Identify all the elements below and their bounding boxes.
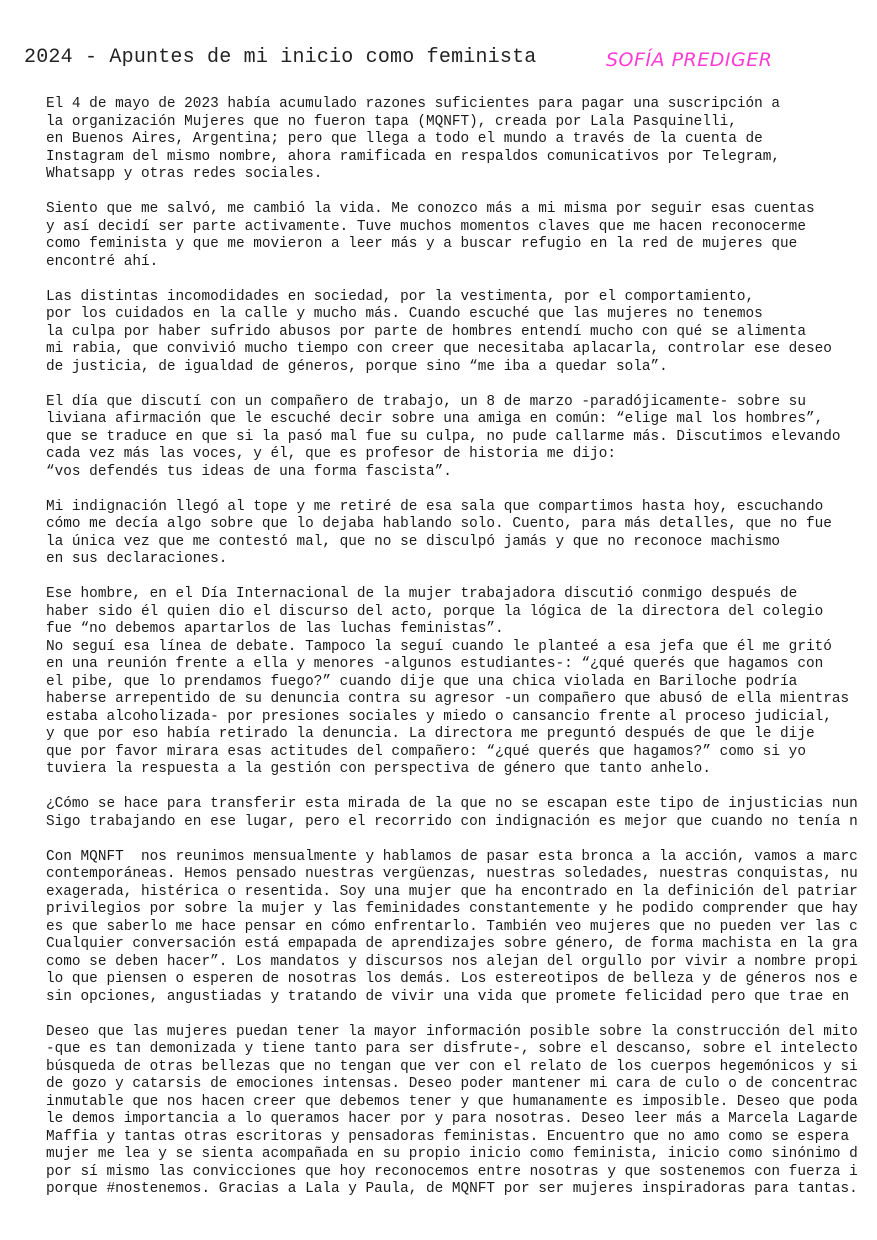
text-line: Instagram del mismo nombre, ahora ramificada en respaldos comunicativos por Telegram, (46, 148, 781, 165)
text-line: Cualquier conversación está empapada de aprendizajes sobre género, de forma machista en la gra (46, 936, 858, 952)
text-line: Mi indignación llegó al tope y me retiré de esa sala que compartimos hasta hoy, escuchando (46, 498, 824, 515)
text-line: Ese hombre, en el Día Internacional de la mujer trabajadora discutió conmigo después de (46, 586, 798, 602)
text-line: es que saberlo me hace pensar en cómo enfrentarlo. También veo mujeres que no pueden ver las c (46, 918, 858, 935)
text-line: cómo me decía algo sobre que lo dejaba hablando solo. Cuento, para más detalles, que no fue (46, 516, 832, 532)
text-line: en sus declaraciones. (46, 551, 228, 567)
text-line: -que es tan demonizada y tiene tanto para ser disfrute-, sobre el descanso, sobre el intelecto (46, 1041, 858, 1057)
text-line: le demos importancia a lo queramos hacer por y para nosotras. Deseo leer más a Marcela Lagarde (46, 1111, 858, 1127)
text-line: haber sido él quien dio el discurso del acto, porque la lógica de la directora del colegio (46, 603, 824, 620)
text-line: Las distintas incomodidades en sociedad, por la vestimenta, por el comportamiento, (46, 288, 755, 305)
author-signature: SOFÍA PREDIGER (606, 49, 773, 71)
text-line: fue “no debemos apartarlos de las luchas feministas”. (46, 621, 504, 637)
text-line: “vos defendés tus ideas de una forma fascista”. (46, 463, 452, 480)
text-line: privilegios por sobre la mujer y las feminidades constantemente y he podido comprender que hay (46, 901, 858, 917)
text-line: contemporáneas. Hemos pensado nuestras vergüenzas, nuestras soledades, nuestras conquistas, nu (46, 866, 858, 882)
text-line: por sí mismo las convicciones que hoy reconocemos entre nosotras y que sostenemos con fuerza i (46, 1163, 858, 1180)
text-line: porque #nostenemos. Gracias a Lala y Paula, de MQNFT por ser mujeres inspiradoras para tantas. (46, 1181, 858, 1197)
text-line: liviana afirmación que le escuché decir sobre una amiga en común: “elige mal los hombres”, (46, 411, 824, 427)
text-line: ¿Cómo se hace para transferir esta mirada de la que no se escapan este tipo de injusticias nun (46, 796, 858, 812)
text-line: de gozo y catarsis de emociones intensas. Deseo poder mantener mi cara de culo o de concentrac (46, 1076, 858, 1092)
document-title: 2024 - Apuntes de mi inicio como feminista (24, 46, 537, 69)
text-line: inmutable que nos hacen creer que debemos tener y que humanamente es imposible. Deseo que poda (46, 1093, 858, 1110)
paragraph (46, 1024, 877, 1199)
paragraph (46, 289, 877, 377)
paragraph (46, 849, 877, 1007)
paragraph (46, 586, 877, 779)
text-line: de justicia, de igualdad de géneros, porque sino “me iba a quedar sola”. (46, 358, 668, 375)
document-header (24, 46, 536, 69)
text-line: la única vez que me contestó mal, que no se disculpó jamás y que no reconoce machismo (46, 533, 781, 550)
text-line: en una reunión frente a ella y menores -algunos estudiantes-: “¿qué querés que hagamos con (46, 656, 824, 672)
text-line: y así decidí ser parte activamente. Tuve muchos momentos claves que me hacen reconocerme (46, 218, 806, 235)
text-line: mujer me lea y se sienta acompañada en su propio inicio como feminista, inicio como sinónimo d (46, 1146, 858, 1162)
text-line: lo que piensen o esperen de nosotras los demás. Los estereotipos de belleza y de géneros nos e (46, 971, 858, 987)
paragraph (46, 96, 877, 184)
paragraph (46, 201, 877, 271)
text-line: Con MQNFT nos reunimos mensualmente y hablamos de pasar esta bronca a la acción, vamos a marc (46, 848, 858, 865)
text-line: como feminista y que me movieron a leer más y a buscar refugio en la red de mujeres que (46, 236, 798, 252)
text-line: Deseo que las mujeres puedan tener la mayor información posible sobre la construcción del mito (46, 1023, 858, 1040)
text-line: el pibe, que lo prendamos fuego?” cuando dije que una chica violada en Bariloche podría (46, 673, 798, 690)
text-line: mi rabia, que convivió mucho tiempo con creer que necesitaba aplacarla, controlar ese deseo (46, 341, 832, 357)
paragraph (46, 796, 877, 831)
text-line: por los cuidados en la calle y mucho más. Cuando escuché que las mujeres no tenemos (46, 306, 763, 322)
text-line: la organización Mujeres que no fueron tapa (MQNFT), creada por Lala Pasquinelli, (46, 113, 737, 130)
text-line: Whatsapp y otras redes sociales. (46, 166, 323, 182)
text-line: exagerada, histérica o resentida. Soy una mujer que ha encontrado en la definición del patriar (46, 883, 858, 900)
text-line: estaba alcoholizada- por presiones sociales y miedo o cansancio frente al proceso judicial, (46, 708, 832, 725)
text-line: en Buenos Aires, Argentina; pero que llega a todo el mundo a través de la cuenta de (46, 131, 763, 147)
text-line: búsqueda de otras bellezas que no tengan que ver con el relato de los cuerpos hegemónicos y si (46, 1058, 858, 1075)
text-line: El día que discutí con un compañero de trabajo, un 8 de marzo -paradójicamente- sobre su (46, 393, 806, 410)
text-line: haberse arrepentido de su denuncia contra su agresor -un compañero que abusó de ella mientras (46, 691, 850, 707)
text-line: y que por eso había retirado la denuncia. La directora me preguntó después de que le dije (46, 726, 815, 742)
text-line: que se traduce en que si la pasó mal fue su culpa, no pude callarme más. Discutimos elevando (46, 428, 841, 445)
text-line: la culpa por haber sufrido abusos por parte de hombres entendí mucho con qué se alimenta (46, 323, 806, 340)
text-line: sin opciones, angustiadas y tratando de vivir una vida que promete felicidad pero que trae en (46, 988, 850, 1005)
document-body (46, 96, 877, 1216)
paragraph (46, 394, 877, 482)
text-line: Maffia y tantas otras escritoras y pensadoras feministas. Encuentro que no amo como se espera (46, 1128, 850, 1145)
text-line: tuviera la respuesta a la gestión con perspectiva de género que tanto anhelo. (46, 761, 711, 777)
text-line: encontré ahí. (46, 253, 159, 270)
text-line: No seguí esa línea de debate. Tampoco la seguí cuando le planteé a esa jefa que él me gritó (46, 638, 832, 655)
paragraph (46, 499, 877, 569)
text-line: como se deben hacer”. Los mandatos y discursos nos alejan del orgullo por vivir a nombre propi (46, 953, 858, 970)
text-line: que por favor mirara esas actitudes del compañero: “¿qué querés que hagamos?” como si yo (46, 743, 806, 760)
text-line: cada vez más las voces, y él, que es profesor de historia me dijo: (46, 446, 616, 462)
text-line: El 4 de mayo de 2023 había acumulado razones suficientes para pagar una suscripción a (46, 96, 781, 112)
text-line: Sigo trabajando en ese lugar, pero el recorrido con indignación es mejor que cuando no tenía n (46, 813, 858, 830)
text-line: Siento que me salvó, me cambió la vida. Me conozco más a mi misma por seguir esas cuentas (46, 201, 815, 217)
